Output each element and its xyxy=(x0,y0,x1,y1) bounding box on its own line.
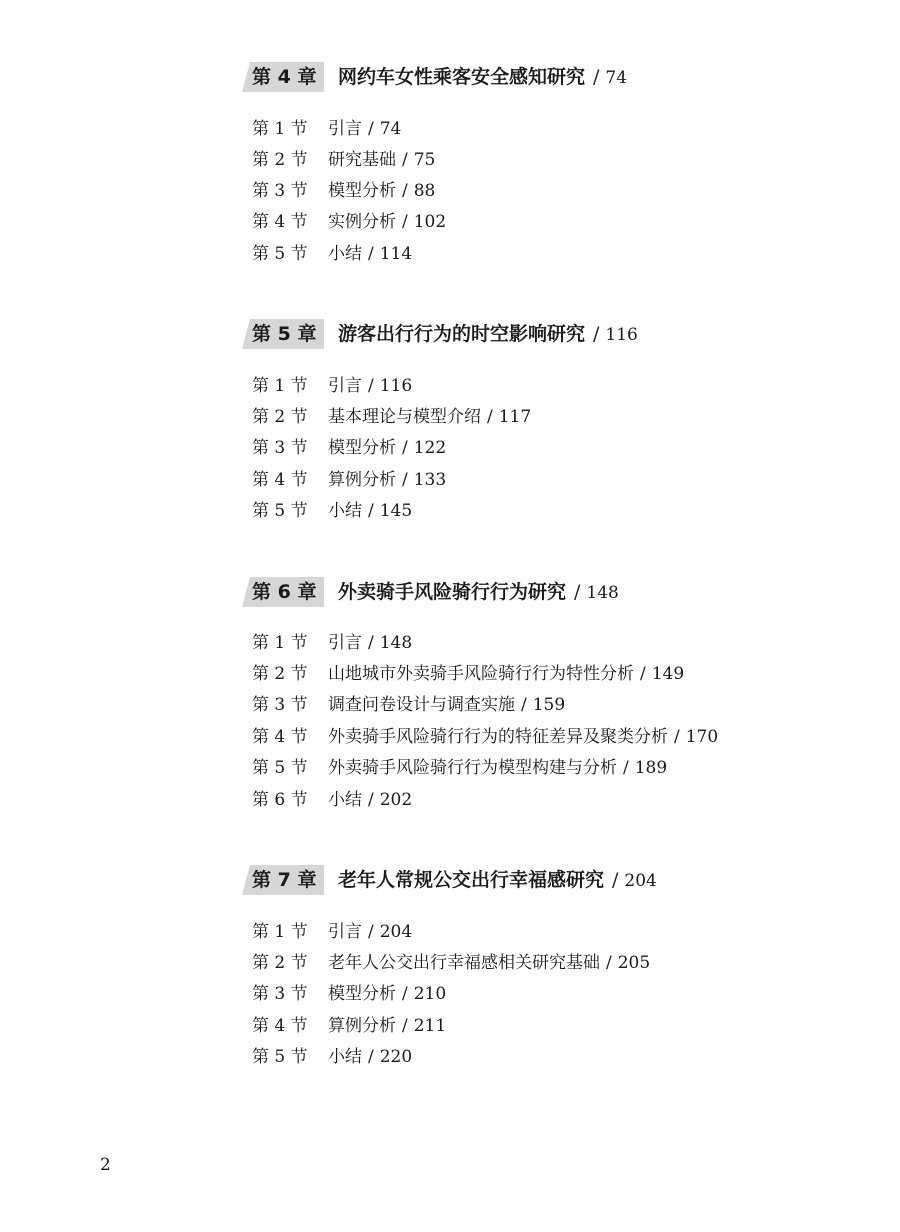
section-entry xyxy=(252,147,435,173)
chapter-label: 第 7 章 xyxy=(252,869,317,891)
section-page: 149 xyxy=(651,664,685,684)
section-entry xyxy=(252,373,412,399)
section-label: 第 4 节 xyxy=(252,1016,308,1036)
separator: / xyxy=(402,984,408,1004)
section-label: 第 6 节 xyxy=(252,790,308,810)
section-label: 第 4 节 xyxy=(252,470,308,490)
section-page: 159 xyxy=(532,695,566,715)
page-number: 2 xyxy=(100,1155,111,1175)
section-page: 204 xyxy=(379,922,413,942)
section-title: 外卖骑手风险骑行行为的特征差异及聚类分析 xyxy=(328,727,668,747)
section-entry xyxy=(252,498,412,524)
separator: / xyxy=(368,922,374,942)
chapter-title-line xyxy=(338,577,619,607)
section-label: 第 1 节 xyxy=(252,633,308,653)
separator: / xyxy=(606,953,612,973)
section-title: 算例分析 xyxy=(328,470,396,490)
chapter-label: 第 4 章 xyxy=(252,66,317,88)
separator: / xyxy=(574,581,581,603)
section-label: 第 3 节 xyxy=(252,984,308,1004)
section-label: 第 4 节 xyxy=(252,727,308,747)
chapter-page: 116 xyxy=(605,325,638,345)
section-title: 外卖骑手风险骑行行为模型构建与分析 xyxy=(328,758,617,778)
section-page: 205 xyxy=(617,953,651,973)
section-title: 基本理论与模型介绍 xyxy=(328,407,481,427)
section-page: 220 xyxy=(379,1047,413,1067)
section-title: 小结 xyxy=(328,244,362,264)
section-page: 211 xyxy=(413,1016,447,1036)
section-label: 第 1 节 xyxy=(252,119,308,139)
section-label: 第 2 节 xyxy=(252,664,308,684)
section-entry xyxy=(252,692,565,718)
section-title: 小结 xyxy=(328,790,362,810)
section-entry xyxy=(252,116,401,142)
section-entry xyxy=(252,404,531,430)
section-page: 148 xyxy=(379,633,413,653)
section-label: 第 2 节 xyxy=(252,150,308,170)
separator: / xyxy=(368,790,374,810)
section-label: 第 5 节 xyxy=(252,1047,308,1067)
chapter-title-line xyxy=(338,62,627,92)
section-page: 114 xyxy=(379,244,413,264)
section-title: 算例分析 xyxy=(328,1016,396,1036)
chapter-title-line xyxy=(338,319,638,349)
section-page: 133 xyxy=(413,470,447,490)
separator: / xyxy=(368,244,374,264)
section-title: 模型分析 xyxy=(328,984,396,1004)
separator: / xyxy=(368,633,374,653)
chapter-title: 老年人常规公交出行幸福感研究 xyxy=(338,869,605,891)
section-label: 第 4 节 xyxy=(252,212,308,232)
separator: / xyxy=(402,181,408,201)
section-label: 第 5 节 xyxy=(252,244,308,264)
section-entry xyxy=(252,661,684,687)
section-entry xyxy=(252,467,446,493)
section-title: 模型分析 xyxy=(328,181,396,201)
section-title: 调查问卷设计与调查实施 xyxy=(328,695,515,715)
section-label: 第 2 节 xyxy=(252,953,308,973)
section-page: 189 xyxy=(634,758,668,778)
section-page: 75 xyxy=(413,150,436,170)
section-entry xyxy=(252,178,435,204)
separator: / xyxy=(487,407,493,427)
separator: / xyxy=(521,695,527,715)
separator: / xyxy=(368,119,374,139)
section-page: 102 xyxy=(413,212,447,232)
section-entry xyxy=(252,950,650,976)
chapter-title: 外卖骑手风险骑行行为研究 xyxy=(338,581,567,603)
chapter-page: 74 xyxy=(605,68,628,88)
separator: / xyxy=(640,664,646,684)
separator: / xyxy=(402,438,408,458)
section-entry xyxy=(252,1013,446,1039)
separator: / xyxy=(593,323,600,345)
section-page: 74 xyxy=(379,119,402,139)
separator: / xyxy=(368,1047,374,1067)
separator: / xyxy=(402,212,408,232)
section-entry xyxy=(252,981,446,1007)
chapter-page: 148 xyxy=(586,583,619,603)
separator: / xyxy=(612,869,619,891)
chapter-label: 第 5 章 xyxy=(252,323,317,345)
separator: / xyxy=(402,470,408,490)
separator: / xyxy=(593,66,600,88)
section-label: 第 1 节 xyxy=(252,376,308,396)
section-label: 第 3 节 xyxy=(252,181,308,201)
section-title: 研究基础 xyxy=(328,150,396,170)
section-entry xyxy=(252,787,412,813)
chapter-title: 游客出行行为的时空影响研究 xyxy=(338,323,586,345)
section-entry xyxy=(252,209,446,235)
section-title: 小结 xyxy=(328,1047,362,1067)
section-entry xyxy=(252,241,412,267)
chapter-title: 网约车女性乘客安全感知研究 xyxy=(338,66,586,88)
chapter-label: 第 6 章 xyxy=(252,581,317,603)
section-page: 170 xyxy=(685,727,719,747)
section-title: 老年人公交出行幸福感相关研究基础 xyxy=(328,953,600,973)
section-title: 实例分析 xyxy=(328,212,396,232)
section-page: 116 xyxy=(379,376,413,396)
chapter-title-line xyxy=(338,865,657,895)
separator: / xyxy=(402,150,408,170)
section-page: 202 xyxy=(379,790,413,810)
section-page: 145 xyxy=(379,501,413,521)
section-title: 山地城市外卖骑手风险骑行行为特性分析 xyxy=(328,664,634,684)
section-page: 210 xyxy=(413,984,447,1004)
section-label: 第 2 节 xyxy=(252,407,308,427)
chapter-page: 204 xyxy=(624,871,657,891)
section-entry xyxy=(252,724,718,750)
separator: / xyxy=(368,376,374,396)
section-page: 88 xyxy=(413,181,436,201)
section-page: 117 xyxy=(498,407,532,427)
section-title: 模型分析 xyxy=(328,438,396,458)
section-label: 第 5 节 xyxy=(252,501,308,521)
section-entry xyxy=(252,1044,412,1070)
section-entry xyxy=(252,630,412,656)
section-title: 引言 xyxy=(328,376,362,396)
section-title: 引言 xyxy=(328,922,362,942)
separator: / xyxy=(623,758,629,778)
section-entry xyxy=(252,919,412,945)
separator: / xyxy=(674,727,680,747)
section-label: 第 1 节 xyxy=(252,922,308,942)
section-title: 小结 xyxy=(328,501,362,521)
section-label: 第 5 节 xyxy=(252,758,308,778)
separator: / xyxy=(402,1016,408,1036)
section-entry xyxy=(252,755,667,781)
separator: / xyxy=(368,501,374,521)
section-page: 122 xyxy=(413,438,447,458)
section-label: 第 3 节 xyxy=(252,695,308,715)
section-title: 引言 xyxy=(328,119,362,139)
section-entry xyxy=(252,435,446,461)
section-label: 第 3 节 xyxy=(252,438,308,458)
section-title: 引言 xyxy=(328,633,362,653)
